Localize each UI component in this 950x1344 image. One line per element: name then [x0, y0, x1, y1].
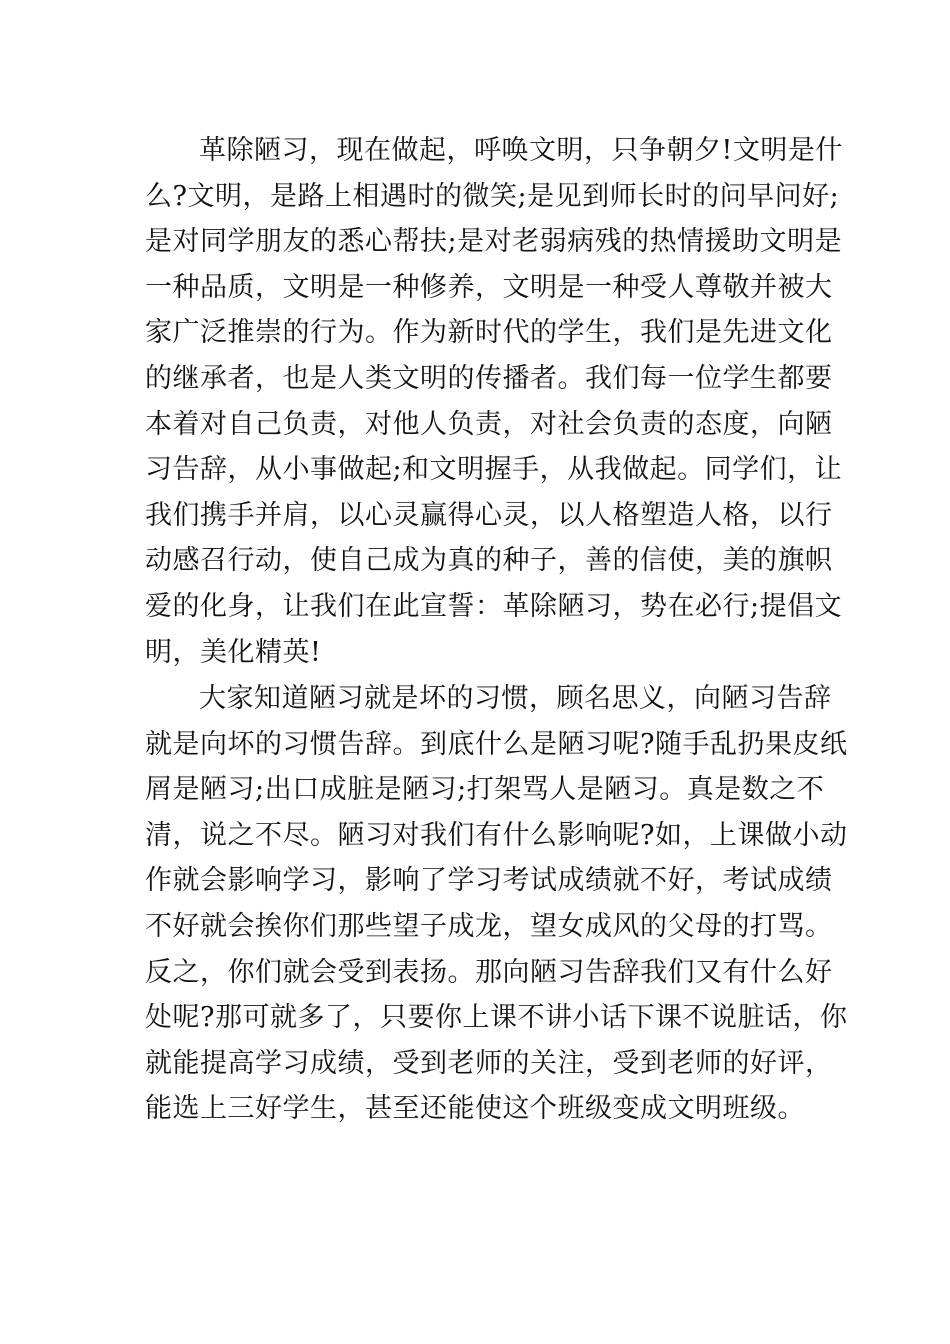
paragraph-line: 能选上三好学生，甚至还能使这个班级变成文明班级。: [145, 1093, 805, 1125]
paragraph-line: 处呢?那可就多了，只要你上课不讲小话下课不说脏话，你: [145, 1002, 848, 1034]
paragraph-line: 就能提高学习成绩，受到老师的关注，受到老师的好评，: [145, 1047, 833, 1079]
paragraph-line: 家广泛推崇的行为。作为新时代的学生，我们是先进文化: [145, 317, 833, 349]
paragraph-2: [145, 676, 848, 1132]
paragraph-1: [145, 128, 843, 675]
paragraph-line: 的继承者，也是人类文明的传播者。我们每一位学生都要: [145, 362, 833, 394]
paragraph-line: 习告辞，从小事做起;和文明握手，从我做起。同学们，让: [145, 454, 843, 486]
paragraph-line: 就是向坏的习惯告辞。到底什么是陋习呢?随手乱扔果皮纸: [145, 728, 848, 760]
paragraph-line: 明，美化精英!: [145, 636, 322, 668]
paragraph-line: 大家知道陋习就是坏的习惯，顾名思义，向陋习告辞: [199, 683, 832, 714]
paragraph-line: 作就会影响学习，影响了学习考试成绩就不好，考试成绩: [145, 865, 833, 897]
paragraph-line: 一种品质，文明是一种修养，文明是一种受人尊敬并被大: [145, 271, 833, 303]
paragraph-line: 动感召行动，使自己成为真的种子，善的信使，美的旗帜: [145, 545, 833, 577]
paragraph-line: 屑是陋习;出口成脏是陋习;打架骂人是陋习。真是数之不: [145, 774, 825, 806]
paragraph-line: 革除陋习，现在做起，呼唤文明，只争朝夕!文明是什: [199, 135, 843, 166]
paragraph-line: 反之，你们就会受到表扬。那向陋习告辞我们又有什么好: [145, 956, 833, 988]
paragraph-line: 是对同学朋友的悉心帮扶;是对老弱病残的热情援助文明是: [145, 226, 843, 258]
paragraph-line: 不好就会挨你们那些望子成龙，望女成风的父母的打骂。: [145, 910, 833, 942]
paragraph-line: 清，说之不尽。陋习对我们有什么影响呢?如，上课做小动: [145, 819, 848, 851]
paragraph-line: 我们携手并肩，以心灵赢得心灵，以人格塑造人格，以行: [145, 499, 833, 531]
paragraph-line: 么?文明，是路上相遇时的微笑;是见到师长时的问早问好;: [145, 180, 840, 212]
paragraph-line: 爱的化身，让我们在此宣誓：革除陋习，势在必行;提倡文: [145, 590, 843, 622]
paragraph-line: 本着对自己负责，对他人负责，对社会负责的态度，向陋: [145, 408, 833, 440]
